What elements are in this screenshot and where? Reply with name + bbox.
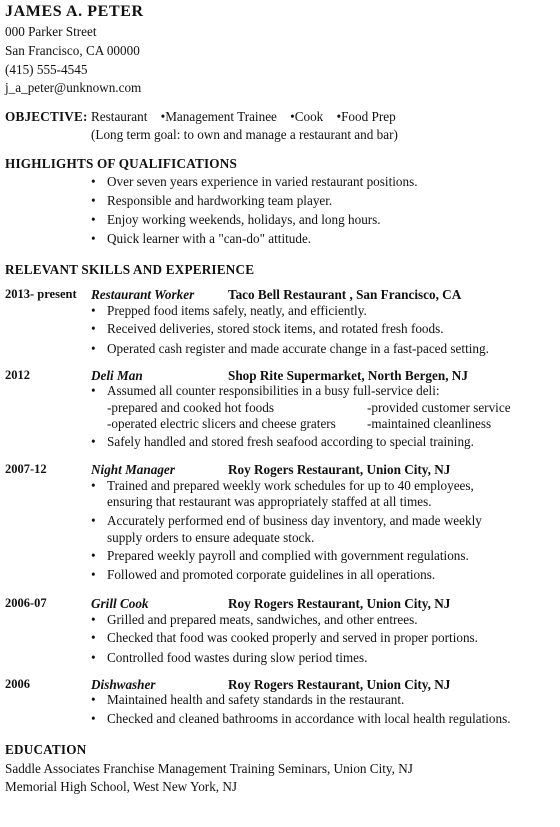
job-duty: • Trained and prepared weekly work schedules for up to 40 employees, bbox=[91, 478, 474, 493]
job-date: 2007-12 bbox=[5, 462, 47, 476]
education-line: Saddle Associates Franchise Management Training Seminars, Union City, NJ bbox=[5, 761, 413, 776]
job-duty: • Operated cash register and made accurate change in a fast-paced setting. bbox=[91, 341, 489, 356]
job-title: Night Manager bbox=[91, 462, 175, 477]
job-duty: • Received deliveries, stored stock items, and rotated fresh foods. bbox=[91, 321, 444, 336]
education-line: Memorial High School, West New York, NJ bbox=[5, 779, 238, 794]
job-date: 2012 bbox=[5, 368, 30, 382]
highlight-item: • Responsible and hardworking team player. bbox=[91, 193, 333, 208]
job-duty: • Prepped food items safely, neatly, and efficiently. bbox=[91, 303, 367, 318]
job-duty: • Controlled food wastes during slow period times. bbox=[91, 650, 368, 665]
email-address: j_a_peter@unknown.com bbox=[5, 80, 142, 95]
job-duty: • Checked and cleaned bathrooms in accordance with local health regulations. bbox=[91, 711, 511, 726]
job-title: Dishwasher bbox=[91, 677, 156, 692]
job-duty-continuation: ensuring that restaurant was appropriately staffed at all times. bbox=[107, 494, 432, 509]
highlights-heading: HIGHLIGHTS OF QUALIFICATIONS bbox=[5, 156, 238, 171]
resume-name: JAMES A. PETER bbox=[5, 3, 144, 20]
highlight-item: • Quick learner with a "can-do" attitude. bbox=[91, 231, 312, 246]
objective-line-1: Restaurant •Management Trainee •Cook •Food Prep bbox=[91, 109, 396, 124]
phone-number: (415) 555-4545 bbox=[5, 62, 88, 77]
job-employer: Taco Bell Restaurant , San Francisco, CA bbox=[228, 287, 462, 302]
job-duty: • Checked that food was cooked properly and served in proper portions. bbox=[91, 630, 478, 645]
job-date: 2006 bbox=[5, 677, 30, 691]
job-employer: Roy Rogers Restaurant, Union City, NJ bbox=[228, 596, 451, 611]
objective-line-2: (Long term goal: to own and manage a restaurant and bar) bbox=[91, 127, 398, 142]
deli-task: -operated electric slicers and cheese graters bbox=[107, 416, 336, 431]
job-duty: • Safely handled and stored fresh seafood according to special training. bbox=[91, 434, 474, 449]
education-heading: EDUCATION bbox=[5, 742, 87, 757]
experience-heading: RELEVANT SKILLS AND EXPERIENCE bbox=[5, 262, 255, 277]
job-title: Restaurant Worker bbox=[91, 287, 195, 302]
highlight-item: • Over seven years experience in varied restaurant positions. bbox=[91, 174, 418, 189]
highlight-item: • Enjoy working weekends, holidays, and long hours. bbox=[91, 212, 381, 227]
deli-task: -provided customer service bbox=[367, 400, 511, 415]
job-employer: Roy Rogers Restaurant, Union City, NJ bbox=[228, 677, 451, 692]
job-duty: • Assumed all counter responsibilities in a busy full-service deli: bbox=[91, 383, 440, 398]
job-duty: • Accurately performed end of business day inventory, and made weekly bbox=[91, 513, 482, 528]
job-title: Deli Man bbox=[91, 368, 143, 383]
deli-task: -prepared and cooked hot foods bbox=[107, 400, 274, 415]
job-date: 2013- present bbox=[5, 287, 77, 301]
job-duty: • Prepared weekly payroll and complied with government regulations. bbox=[91, 548, 469, 563]
city-address: San Francisco, CA 00000 bbox=[5, 43, 140, 58]
street-address: 000 Parker Street bbox=[5, 24, 97, 39]
deli-task: -maintained cleanliness bbox=[367, 416, 492, 431]
job-employer: Roy Rogers Restaurant, Union City, NJ bbox=[228, 462, 451, 477]
job-duty: • Maintained health and safety standards in the restaurant. bbox=[91, 692, 405, 707]
objective-label: OBJECTIVE: bbox=[5, 109, 88, 124]
job-title: Grill Cook bbox=[91, 596, 149, 611]
job-duty: • Followed and promoted corporate guidelines in all operations. bbox=[91, 567, 436, 582]
job-date: 2006-07 bbox=[5, 596, 47, 610]
job-duty: • Grilled and prepared meats, sandwiches, and other entrees. bbox=[91, 612, 418, 627]
job-employer: Shop Rite Supermarket, North Bergen, NJ bbox=[228, 368, 468, 383]
job-duty-continuation: supply orders to ensure adequate stock. bbox=[107, 530, 315, 545]
